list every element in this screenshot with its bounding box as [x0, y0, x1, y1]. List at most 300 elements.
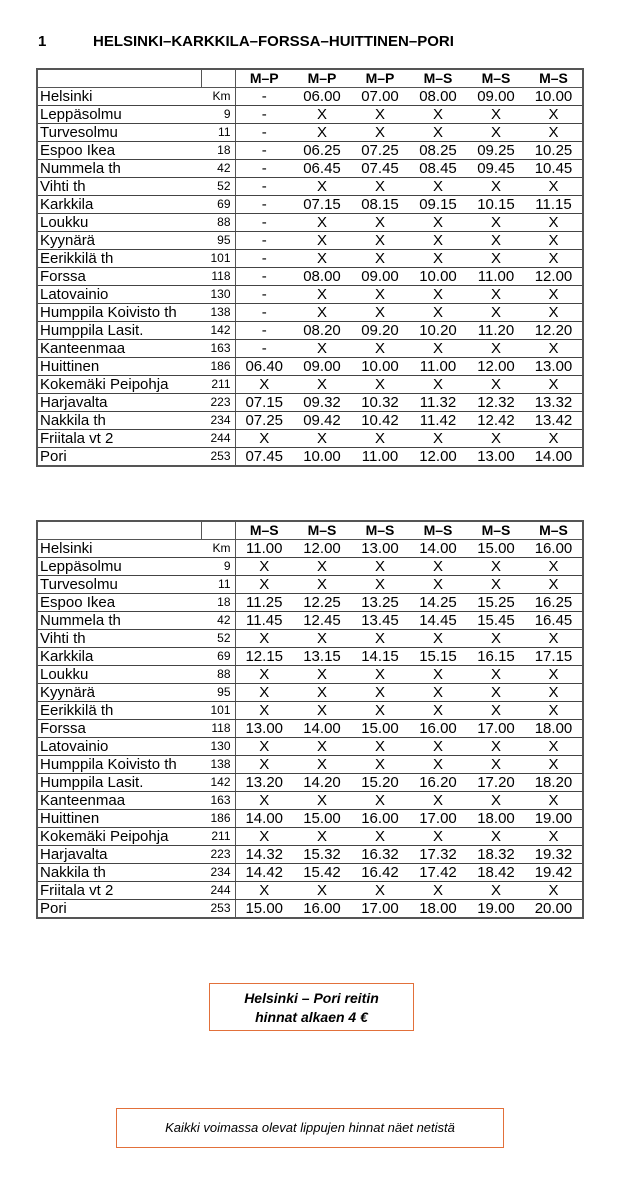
departure-time: 13.15	[293, 648, 351, 666]
departure-time: 12.00	[525, 268, 583, 286]
km-distance: 69	[201, 648, 235, 666]
departure-time: X	[525, 430, 583, 448]
km-distance: 138	[201, 304, 235, 322]
table-row	[37, 412, 583, 430]
table-row	[37, 630, 583, 648]
km-distance: 138	[201, 756, 235, 774]
departure-time: 16.00	[409, 720, 467, 738]
departure-time: X	[525, 376, 583, 394]
stop-name: Turvesolmu	[37, 124, 201, 142]
departure-time: 14.20	[293, 774, 351, 792]
departure-time: X	[467, 666, 525, 684]
route-title: HELSINKI–KARKKILA–FORSSA–HUITTINEN–PORI	[93, 33, 454, 50]
departure-time: X	[351, 702, 409, 720]
table-row	[37, 304, 583, 322]
departure-time: X	[351, 106, 409, 124]
departure-time: X	[351, 286, 409, 304]
departure-time: X	[467, 684, 525, 702]
day-column-header: M–S	[351, 521, 409, 540]
departure-time: X	[467, 106, 525, 124]
page-header	[38, 33, 598, 53]
departure-time: X	[409, 430, 467, 448]
departure-time: X	[409, 124, 467, 142]
stop-name: Kyynärä	[37, 232, 201, 250]
table-row	[37, 124, 583, 142]
stop-name: Forssa	[37, 720, 201, 738]
departure-time: 08.20	[293, 322, 351, 340]
departure-time: 13.00	[525, 358, 583, 376]
departure-time: X	[467, 340, 525, 358]
departure-time: X	[293, 376, 351, 394]
departure-time: -	[235, 250, 293, 268]
departure-time: X	[525, 124, 583, 142]
departure-time: 13.00	[467, 448, 525, 467]
departure-time: -	[235, 178, 293, 196]
km-distance: 42	[201, 160, 235, 178]
departure-time: 19.00	[525, 810, 583, 828]
departure-time: X	[525, 738, 583, 756]
departure-time: X	[467, 304, 525, 322]
departure-time: 13.00	[235, 720, 293, 738]
departure-time: 14.15	[351, 648, 409, 666]
table-row	[37, 448, 583, 467]
stop-name: Latovainio	[37, 738, 201, 756]
table-row	[37, 394, 583, 412]
departure-time: X	[293, 304, 351, 322]
stop-name: Nummela th	[37, 612, 201, 630]
departure-time: X	[351, 214, 409, 232]
departure-time: 16.42	[351, 864, 409, 882]
stop-name: Turvesolmu	[37, 576, 201, 594]
km-distance: 95	[201, 232, 235, 250]
departure-time: X	[235, 376, 293, 394]
departure-time: 15.00	[235, 900, 293, 919]
departure-time: 17.00	[409, 810, 467, 828]
departure-time: X	[467, 376, 525, 394]
stop-name: Helsinki	[37, 540, 201, 558]
departure-time: X	[525, 250, 583, 268]
stop-name: Eerikkilä th	[37, 702, 201, 720]
departure-time: X	[235, 666, 293, 684]
departure-time: X	[525, 630, 583, 648]
departure-time: 11.00	[409, 358, 467, 376]
km-distance: 42	[201, 612, 235, 630]
departure-time: X	[293, 666, 351, 684]
departure-time: 11.45	[235, 612, 293, 630]
day-column-header: M–S	[409, 521, 467, 540]
departure-time: X	[351, 558, 409, 576]
table-row	[37, 430, 583, 448]
departure-time: 14.25	[409, 594, 467, 612]
departure-time: 08.15	[351, 196, 409, 214]
departure-time: X	[467, 178, 525, 196]
stop-name: Humppila Koivisto th	[37, 304, 201, 322]
departure-time: 08.00	[409, 88, 467, 106]
km-distance: 11	[201, 576, 235, 594]
departure-time: X	[409, 684, 467, 702]
departure-time: 18.42	[467, 864, 525, 882]
stop-name: Harjavalta	[37, 846, 201, 864]
departure-time: 08.25	[409, 142, 467, 160]
stop-name: Huittinen	[37, 358, 201, 376]
day-column-header: M–S	[235, 521, 293, 540]
stop-name: Eerikkilä th	[37, 250, 201, 268]
departure-time: -	[235, 106, 293, 124]
timetable-header-row	[37, 69, 583, 88]
departure-time: 14.42	[235, 864, 293, 882]
departure-time: 16.32	[351, 846, 409, 864]
departure-time: X	[525, 756, 583, 774]
departure-time: 13.42	[525, 412, 583, 430]
departure-time: 09.20	[351, 322, 409, 340]
table-row	[37, 864, 583, 882]
departure-time: X	[293, 684, 351, 702]
departure-time: 15.00	[293, 810, 351, 828]
departure-time: X	[293, 232, 351, 250]
departure-time: 12.20	[525, 322, 583, 340]
table-row	[37, 594, 583, 612]
departure-time: -	[235, 196, 293, 214]
table-row	[37, 340, 583, 358]
table-row	[37, 684, 583, 702]
km-distance: 52	[201, 178, 235, 196]
km-distance: 101	[201, 250, 235, 268]
departure-time: X	[293, 430, 351, 448]
departure-time: 11.20	[467, 322, 525, 340]
departure-time: X	[409, 376, 467, 394]
km-distance: 88	[201, 214, 235, 232]
departure-time: X	[467, 756, 525, 774]
departure-time: X	[409, 286, 467, 304]
departure-time: X	[467, 882, 525, 900]
departure-time: X	[525, 558, 583, 576]
departure-time: X	[409, 340, 467, 358]
departure-time: 11.00	[467, 268, 525, 286]
departure-time: X	[409, 558, 467, 576]
departure-time: X	[525, 684, 583, 702]
departure-time: 17.32	[409, 846, 467, 864]
departure-time: 07.15	[293, 196, 351, 214]
departure-time: X	[235, 738, 293, 756]
departure-time: 07.00	[351, 88, 409, 106]
departure-time: 09.15	[409, 196, 467, 214]
stop-name: Loukku	[37, 214, 201, 232]
table-row	[37, 558, 583, 576]
table-row	[37, 846, 583, 864]
km-distance: 234	[201, 864, 235, 882]
departure-time: 15.32	[293, 846, 351, 864]
departure-time: 10.45	[525, 160, 583, 178]
departure-time: X	[525, 882, 583, 900]
departure-time: 09.32	[293, 394, 351, 412]
departure-time: 10.00	[351, 358, 409, 376]
departure-time: X	[409, 738, 467, 756]
departure-time: X	[467, 286, 525, 304]
departure-time: 13.32	[525, 394, 583, 412]
departure-time: 18.00	[409, 900, 467, 919]
departure-time: 11.00	[235, 540, 293, 558]
stop-name: Friitala vt 2	[37, 430, 201, 448]
price-line-2: hinnat alkaen 4 €	[255, 1009, 368, 1025]
departure-time: X	[525, 232, 583, 250]
stop-name: Humppila Lasit.	[37, 322, 201, 340]
table-row	[37, 774, 583, 792]
km-distance: Km	[201, 540, 235, 558]
departure-time: 09.00	[467, 88, 525, 106]
departure-time: 13.20	[235, 774, 293, 792]
table-row	[37, 196, 583, 214]
departure-time: X	[525, 106, 583, 124]
day-column-header: M–P	[235, 69, 293, 88]
table-row	[37, 612, 583, 630]
stop-name: Pori	[37, 900, 201, 919]
departure-time: 09.00	[351, 268, 409, 286]
departure-time: X	[409, 882, 467, 900]
departure-time: X	[293, 250, 351, 268]
km-distance: 186	[201, 810, 235, 828]
departure-time: 19.00	[467, 900, 525, 919]
departure-time: X	[467, 702, 525, 720]
departure-time: 18.00	[525, 720, 583, 738]
km-distance: 253	[201, 900, 235, 919]
departure-time: X	[235, 576, 293, 594]
table-row	[37, 322, 583, 340]
departure-time: 10.00	[409, 268, 467, 286]
departure-time: 12.00	[293, 540, 351, 558]
departure-time: 15.45	[467, 612, 525, 630]
km-distance: 211	[201, 376, 235, 394]
departure-time: X	[467, 214, 525, 232]
departure-time: X	[351, 232, 409, 250]
table-row	[37, 648, 583, 666]
day-column-header: M–S	[293, 521, 351, 540]
departure-time: X	[351, 792, 409, 810]
departure-time: X	[409, 250, 467, 268]
departure-time: X	[293, 756, 351, 774]
departure-time: 17.42	[409, 864, 467, 882]
departure-time: X	[351, 666, 409, 684]
departure-time: X	[235, 558, 293, 576]
departure-time: X	[409, 666, 467, 684]
departure-time: X	[467, 738, 525, 756]
departure-time: X	[235, 792, 293, 810]
departure-time: 17.15	[525, 648, 583, 666]
stop-name: Nakkila th	[37, 412, 201, 430]
day-column-header: M–S	[525, 69, 583, 88]
km-distance: 130	[201, 738, 235, 756]
km-distance: 18	[201, 594, 235, 612]
table-row	[37, 106, 583, 124]
stop-name: Vihti th	[37, 630, 201, 648]
departure-time: X	[293, 882, 351, 900]
departure-time: 07.45	[235, 448, 293, 467]
km-distance: 52	[201, 630, 235, 648]
departure-time: X	[351, 630, 409, 648]
departure-time: -	[235, 304, 293, 322]
stop-name: Karkkila	[37, 648, 201, 666]
departure-time: -	[235, 142, 293, 160]
departure-time: 12.00	[467, 358, 525, 376]
departure-time: X	[351, 250, 409, 268]
departure-time: 16.00	[293, 900, 351, 919]
day-column-header: M–S	[467, 69, 525, 88]
departure-time: X	[293, 214, 351, 232]
departure-time: 09.25	[467, 142, 525, 160]
stop-name: Karkkila	[37, 196, 201, 214]
timetable-1	[36, 68, 584, 467]
departure-time: X	[351, 430, 409, 448]
departure-time: 17.20	[467, 774, 525, 792]
departure-time: X	[467, 250, 525, 268]
price-line-1: Helsinki – Pori reitin	[244, 990, 379, 1006]
departure-time: 15.00	[467, 540, 525, 558]
departure-time: X	[235, 756, 293, 774]
departure-time: X	[351, 882, 409, 900]
km-distance: 130	[201, 286, 235, 304]
km-distance: 211	[201, 828, 235, 846]
timetable-header-row	[37, 521, 583, 540]
table-row	[37, 142, 583, 160]
table-row	[37, 286, 583, 304]
departure-time: X	[351, 340, 409, 358]
departure-time: 16.20	[409, 774, 467, 792]
km-distance: 244	[201, 882, 235, 900]
header-stop-cell	[37, 521, 201, 540]
departure-time: 19.42	[525, 864, 583, 882]
day-column-header: M–P	[351, 69, 409, 88]
departure-time: 11.15	[525, 196, 583, 214]
departure-time: -	[235, 214, 293, 232]
departure-time: 06.45	[293, 160, 351, 178]
departure-time: X	[351, 304, 409, 322]
stop-name: Friitala vt 2	[37, 882, 201, 900]
stop-name: Latovainio	[37, 286, 201, 304]
day-column-header: M–S	[467, 521, 525, 540]
departure-time: X	[293, 738, 351, 756]
km-distance: 234	[201, 412, 235, 430]
departure-time: 07.45	[351, 160, 409, 178]
departure-time: 18.32	[467, 846, 525, 864]
table-row	[37, 882, 583, 900]
departure-time: 11.25	[235, 594, 293, 612]
table-row	[37, 576, 583, 594]
departure-time: X	[293, 558, 351, 576]
departure-time: X	[525, 666, 583, 684]
stop-name: Harjavalta	[37, 394, 201, 412]
departure-time: 08.45	[409, 160, 467, 178]
km-distance: 223	[201, 394, 235, 412]
departure-time: 14.00	[293, 720, 351, 738]
table-row	[37, 900, 583, 919]
departure-time: 06.40	[235, 358, 293, 376]
table-row	[37, 232, 583, 250]
departure-time: 12.32	[467, 394, 525, 412]
table-row	[37, 268, 583, 286]
table-row	[37, 756, 583, 774]
departure-time: X	[525, 214, 583, 232]
stop-name: Nakkila th	[37, 864, 201, 882]
departure-time: X	[293, 106, 351, 124]
departure-time: X	[293, 124, 351, 142]
departure-time: -	[235, 340, 293, 358]
departure-time: X	[467, 828, 525, 846]
stop-name: Espoo Ikea	[37, 594, 201, 612]
departure-time: X	[293, 576, 351, 594]
departure-time: X	[525, 702, 583, 720]
departure-time: X	[525, 178, 583, 196]
table-row	[37, 214, 583, 232]
header-km-cell	[201, 521, 235, 540]
table-row	[37, 810, 583, 828]
day-column-header: M–P	[293, 69, 351, 88]
departure-time: X	[409, 828, 467, 846]
departure-time: 15.00	[351, 720, 409, 738]
departure-time: 16.45	[525, 612, 583, 630]
departure-time: X	[293, 792, 351, 810]
departure-time: X	[235, 684, 293, 702]
departure-time: X	[409, 792, 467, 810]
departure-time: X	[235, 828, 293, 846]
departure-time: 10.32	[351, 394, 409, 412]
stop-name: Forssa	[37, 268, 201, 286]
departure-time: X	[409, 232, 467, 250]
km-distance: 18	[201, 142, 235, 160]
km-distance: 9	[201, 558, 235, 576]
departure-time: X	[409, 214, 467, 232]
km-distance: 9	[201, 106, 235, 124]
departure-time: 10.15	[467, 196, 525, 214]
departure-time: 14.00	[235, 810, 293, 828]
km-distance: Km	[201, 88, 235, 106]
departure-time: X	[351, 828, 409, 846]
km-distance: 253	[201, 448, 235, 467]
departure-time: 15.42	[293, 864, 351, 882]
departure-time: X	[293, 178, 351, 196]
table-row	[37, 540, 583, 558]
departure-time: 14.32	[235, 846, 293, 864]
departure-time: X	[467, 558, 525, 576]
departure-time: 16.00	[525, 540, 583, 558]
departure-time: X	[351, 684, 409, 702]
stop-name: Kanteenmaa	[37, 340, 201, 358]
table-row	[37, 250, 583, 268]
ticket-price-note: Kaikki voimassa olevat lippujen hinnat näet netistä	[116, 1108, 504, 1148]
departure-time: 12.00	[409, 448, 467, 467]
price-info-box	[209, 983, 414, 1031]
departure-time: 09.00	[293, 358, 351, 376]
table-row	[37, 828, 583, 846]
day-column-header: M–S	[409, 69, 467, 88]
header-km-cell	[201, 69, 235, 88]
departure-time: 18.20	[525, 774, 583, 792]
departure-time: 13.00	[351, 540, 409, 558]
departure-time: 18.00	[467, 810, 525, 828]
departure-time: 12.45	[293, 612, 351, 630]
departure-time: 16.00	[351, 810, 409, 828]
departure-time: X	[351, 178, 409, 196]
km-distance: 142	[201, 774, 235, 792]
departure-time: 10.00	[293, 448, 351, 467]
departure-time: 19.32	[525, 846, 583, 864]
departure-time: 13.45	[351, 612, 409, 630]
departure-time: -	[235, 322, 293, 340]
stop-name: Humppila Lasit.	[37, 774, 201, 792]
departure-time: X	[525, 576, 583, 594]
departure-time: 20.00	[525, 900, 583, 919]
departure-time: X	[525, 304, 583, 322]
table-row	[37, 666, 583, 684]
departure-time: X	[293, 630, 351, 648]
